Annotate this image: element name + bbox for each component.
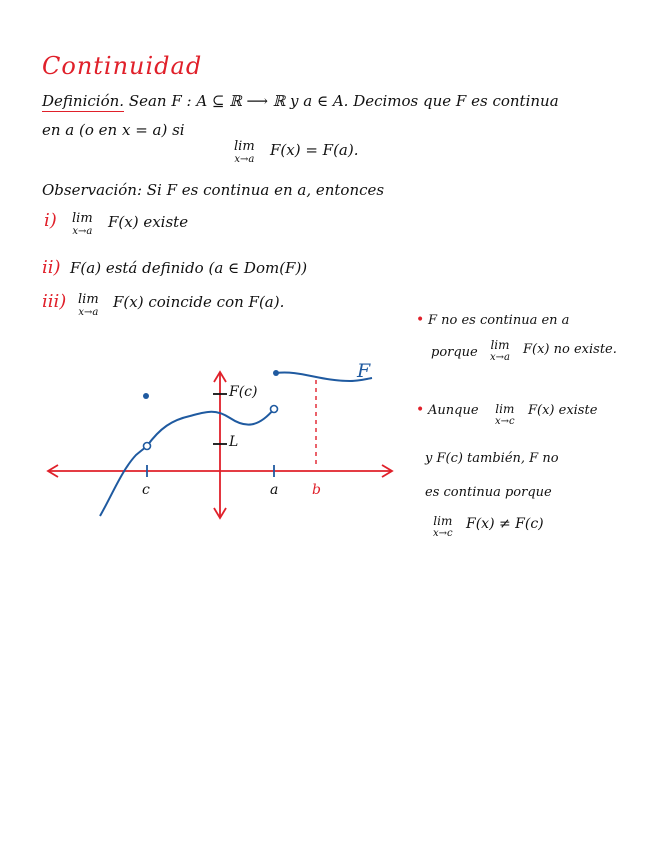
- bullet-2: •: [416, 402, 425, 418]
- item-2-text: F(a) está definido (a ∈ Dom(F)): [70, 259, 308, 277]
- lim-word: lim: [433, 514, 453, 528]
- x-label-b: b: [312, 482, 321, 498]
- note-2-formula: F(x) ≠ F(c): [466, 516, 544, 532]
- note-1-pre: porque: [431, 345, 478, 360]
- curve-left-piece: [100, 409, 274, 516]
- observation-line: Observación: Si F es continua en a, entonces: [42, 181, 385, 199]
- x-label-a: a: [270, 482, 279, 498]
- lim-sub: x→a: [78, 307, 99, 318]
- lim-word: lim: [495, 402, 515, 416]
- note-2-pre: Aunque: [428, 403, 479, 418]
- note-2-limit: [495, 403, 515, 427]
- item-2-number: ii): [42, 257, 61, 278]
- note-2-limit-2: [433, 515, 453, 539]
- item-3-text: F(x) coincide con F(a).: [113, 293, 285, 311]
- lim-sub: x→a: [72, 226, 93, 237]
- x-label-c: c: [142, 482, 150, 498]
- filled-point-fc: [143, 393, 149, 399]
- open-point-c: [144, 443, 151, 450]
- definition-label: Definición.: [42, 92, 125, 110]
- note-2-line-3: es continua porque: [425, 485, 552, 500]
- definition-text-1: Sean F : A ⊆ ℝ ⟶ ℝ y a ∈ A. Decimos que F es continua: [128, 92, 559, 110]
- function-label: F: [357, 360, 371, 382]
- note-2-line-2: y F(c) también, F no: [425, 451, 559, 466]
- filled-point-a: [273, 370, 279, 376]
- lim-sub: x→a: [490, 352, 510, 363]
- lim-sub: x→a: [234, 154, 255, 165]
- y-label-l: L: [229, 434, 239, 450]
- lim-word: lim: [234, 139, 255, 154]
- definition-line-2: en a (o en x = a) si: [42, 121, 185, 139]
- lim-word: lim: [78, 292, 99, 307]
- lim-word: lim: [72, 211, 93, 226]
- open-point-a: [271, 406, 278, 413]
- note-1-line-1: F no es continua en a: [428, 313, 570, 328]
- lim-word: lim: [490, 338, 510, 352]
- item-1-text: F(x) existe: [108, 213, 189, 231]
- bullet-1: •: [416, 312, 425, 328]
- note-2-post: F(x) existe: [528, 403, 598, 418]
- lim-sub: x→c: [495, 416, 515, 427]
- note-1-limit: [490, 339, 510, 363]
- item-1-number: i): [44, 210, 57, 231]
- y-label-fc: F(c): [229, 384, 258, 400]
- lim-sub: x→c: [433, 528, 453, 539]
- note-1-post: F(x) no existe.: [523, 342, 617, 357]
- page-title: Continuidad: [42, 52, 203, 80]
- definition-formula: F(x) = F(a).: [270, 141, 359, 159]
- item-3-number: iii): [42, 291, 67, 312]
